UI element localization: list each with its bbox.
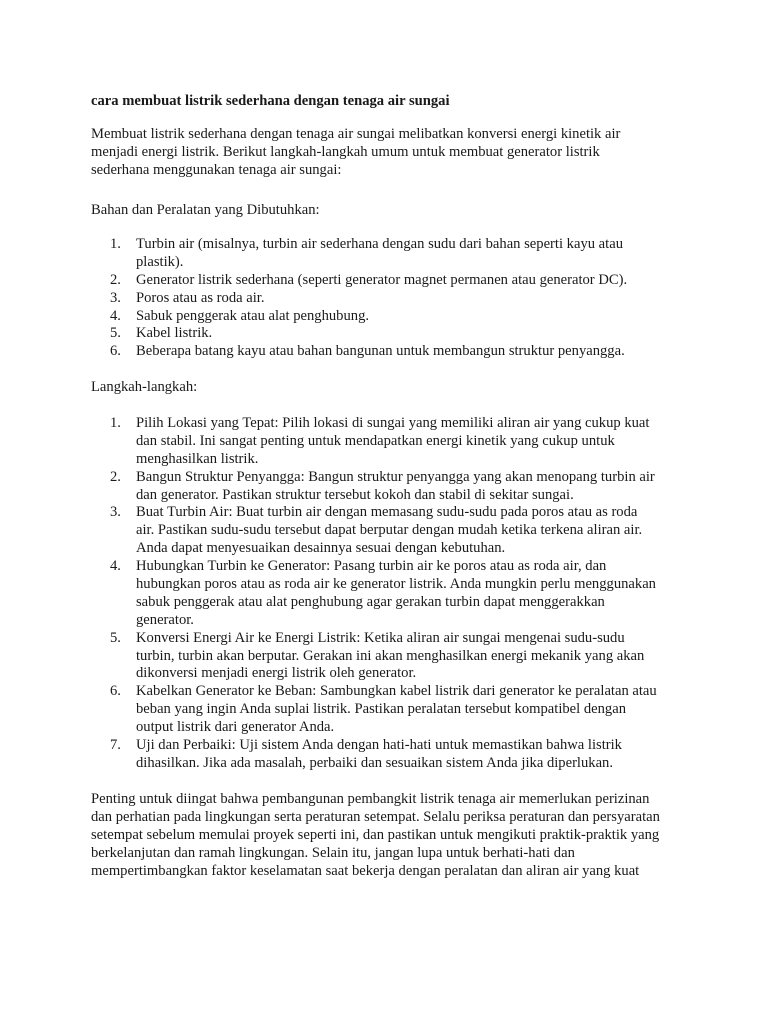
materials-list-item: [91, 308, 627, 326]
list-item-line: Bangun Struktur Penyangga: Bangun struktur penyangga yang akan menopang turbin air: [136, 468, 655, 485]
steps-list-item: [91, 504, 657, 558]
closing-line: dan perhatian pada lingkungan serta peraturan setempat. Selalu periksa peraturan dan persyaratan: [91, 808, 660, 825]
steps-list-item: [91, 683, 657, 737]
list-item-line: Beberapa batang kayu atau bahan bangunan untuk membangun struktur penyangga.: [136, 343, 625, 360]
list-item-line: Kabelkan Generator ke Beban: Sambungkan kabel listrik dari generator ke peralatan atau: [136, 683, 657, 700]
list-item-line: Sabuk penggerak atau alat penghubung.: [136, 307, 370, 324]
list-item-line: Generator listrik sederhana (seperti generator magnet permanen atau generator DC).: [136, 271, 628, 288]
intro-paragraph: [91, 126, 620, 180]
materials-list: [91, 236, 627, 361]
steps-list: [91, 415, 657, 773]
list-number: 3.: [110, 289, 121, 306]
list-item-line: plastik).: [136, 253, 184, 270]
intro-line: menjadi energi listrik. Berikut langkah-langkah umum untuk membuat generator listrik: [91, 143, 600, 160]
list-number: 7.: [110, 737, 121, 754]
list-number: 5.: [110, 325, 121, 342]
steps-heading: Langkah-langkah:: [91, 379, 198, 395]
list-item-line: Kabel listrik.: [136, 325, 213, 342]
list-item-line: generator.: [136, 611, 194, 628]
materials-list-item: [91, 290, 627, 308]
closing-line: setempat sebelum memulai proyek seperti ini, dan pastikan untuk mengikuti praktik-praktik yang: [91, 826, 660, 843]
steps-list-item: [91, 737, 657, 773]
list-item-line: Turbin air (misalnya, turbin air sederhana dengan sudu dari bahan seperti kayu atau: [136, 236, 623, 252]
intro-line: Membuat listrik sederhana dengan tenaga air sungai melibatkan konversi energi kinetik air: [91, 126, 621, 142]
list-number: 6.: [110, 683, 121, 700]
list-number: 2.: [110, 271, 121, 288]
materials-list-item: [91, 343, 627, 361]
list-item-line: hubungkan poros atau as roda air ke generator listrik. Anda mungkin perlu menggunakan: [136, 576, 656, 593]
list-number: 4.: [110, 558, 121, 575]
materials-heading: Bahan dan Peralatan yang Dibutuhkan:: [91, 202, 320, 218]
materials-list-item: [91, 236, 627, 272]
closing-line: Penting untuk diingat bahwa pembangunan pembangkit listrik tenaga air memerlukan perizinan: [91, 791, 650, 807]
list-item-line: Pilih Lokasi yang Tepat: Pilih lokasi di sungai yang memiliki aliran air yang cukup kuat: [136, 415, 650, 431]
list-item-line: beban yang ingin Anda suplai listrik. Pastikan peralatan tersebut kompatibel dengan: [136, 701, 626, 718]
closing-line: mempertimbangkan faktor keselamatan saat bekerja dengan peralatan dan aliran air yang kuat: [91, 862, 640, 879]
list-number: 5.: [110, 629, 121, 646]
list-number: 3.: [110, 504, 121, 521]
list-item-line: output listrik dari generator Anda.: [136, 719, 335, 736]
list-item-line: Buat Turbin Air: Buat turbin air dengan memasang sudu-sudu pada poros atau as roda: [136, 504, 638, 521]
list-item-line: dikonversi menjadi energi listrik oleh generator.: [136, 665, 417, 682]
materials-list-item: [91, 272, 627, 290]
list-number: 4.: [110, 307, 121, 324]
list-number: 6.: [110, 343, 121, 360]
list-number: 1.: [110, 415, 121, 431]
list-number: 2.: [110, 468, 121, 485]
list-number: 1.: [110, 236, 121, 252]
list-item-line: Hubungkan Turbin ke Generator: Pasang turbin air ke poros atau as roda air, dan: [136, 558, 607, 575]
list-item-line: dihasilkan. Jika ada masalah, perbaiki dan sesuaikan sistem Anda jika diperlukan.: [136, 754, 614, 771]
steps-list-item: [91, 415, 657, 469]
steps-list-item: [91, 558, 657, 630]
list-item-line: menghasilkan listrik.: [136, 450, 259, 467]
closing-line: berkelanjutan dan ramah lingkungan. Selain itu, jangan lupa untuk berhati-hati dan: [91, 844, 575, 861]
intro-line: sederhana menggunakan tenaga air sungai:: [91, 161, 342, 178]
list-item-line: Poros atau as roda air.: [136, 289, 265, 306]
list-item-line: Uji dan Perbaiki: Uji sistem Anda dengan hati-hati untuk memastikan bahwa listrik: [136, 737, 622, 754]
list-item-line: dan generator. Pastikan struktur tersebut kokoh dan stabil di sekitar sungai.: [136, 486, 574, 503]
list-item-line: Konversi Energi Air ke Energi Listrik: Ketika aliran air sungai mengenai sudu-sudu: [136, 629, 625, 646]
list-item-line: air. Pastikan sudu-sudu tersebut dapat berputar dengan mudah ketika terkena aliran air.: [136, 522, 643, 539]
list-item-line: dan stabil. Ini sangat penting untuk mendapatkan energi kinetik yang cukup untuk: [136, 432, 615, 449]
document-title: cara membuat listrik sederhana dengan tenaga air sungai: [91, 93, 450, 109]
steps-list-item: [91, 469, 657, 505]
list-item-line: sabuk penggerak atau alat penghubung agar gerakan turbin dapat menggerakkan: [136, 593, 605, 610]
list-item-line: turbin, turbin akan berputar. Gerakan ini akan menghasilkan energi mekanik yang akan: [136, 647, 645, 664]
list-item-line: Anda dapat menyesuaikan desainnya sesuai dengan kebutuhan.: [136, 540, 506, 557]
closing-paragraph: [91, 791, 660, 880]
materials-list-item: [91, 325, 627, 343]
steps-list-item: [91, 630, 657, 684]
